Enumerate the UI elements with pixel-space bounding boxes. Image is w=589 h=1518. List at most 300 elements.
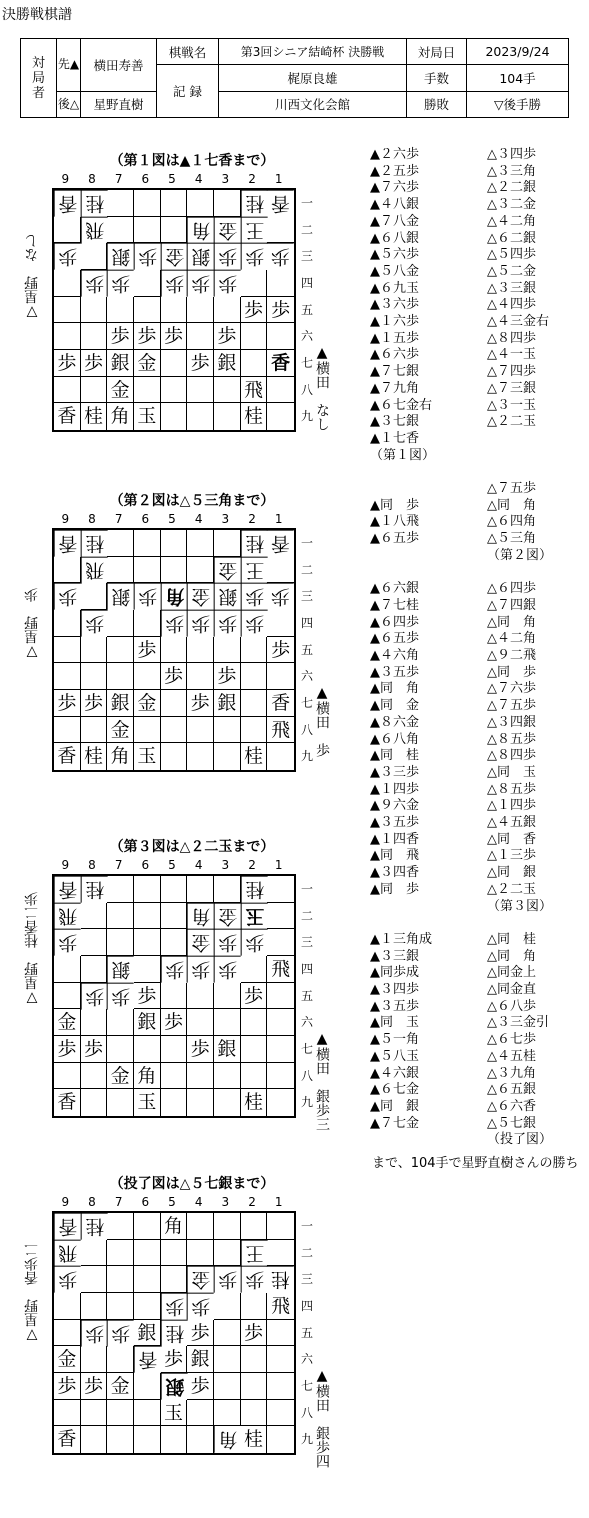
board-square [161, 876, 188, 903]
gote-move: △６二銀 [487, 230, 536, 246]
row-label: 七 [300, 696, 313, 711]
board-square [134, 1213, 161, 1240]
board-square [214, 1346, 241, 1373]
sente-move: ▲７七銀 [370, 364, 419, 380]
column-label: 7 [114, 512, 123, 526]
gote-piece: 桂 [161, 1320, 188, 1347]
sente-move: ▲４六角 [370, 648, 419, 663]
sente-piece: 香 [267, 350, 294, 377]
sente-piece: 銀 [214, 690, 241, 717]
sente-move: ▲６七金 [370, 1082, 419, 1098]
gote-piece: 歩 [214, 1266, 241, 1293]
gote-piece: 香 [54, 876, 81, 903]
board-square [107, 610, 134, 637]
row-label: 三 [300, 249, 313, 264]
sente-piece: 飛 [267, 956, 294, 983]
board-square [107, 1266, 134, 1293]
row-labels [299, 188, 315, 432]
row-label: 三 [300, 1272, 313, 1287]
gote-piece: 歩 [54, 929, 81, 956]
board-square [134, 663, 161, 690]
gote-piece: 歩 [241, 610, 268, 637]
kisen: 第3回シニア結崎杯 決勝戦 [219, 39, 407, 65]
gote-move: △４二角 [487, 213, 536, 229]
sente-piece: 歩 [187, 1373, 214, 1400]
sente-move: ▲同歩成 [370, 965, 419, 981]
board-square [267, 929, 294, 956]
board-square [267, 1346, 294, 1373]
sente-move: ▲６八銀 [370, 230, 419, 246]
gote-move: △同 角 [487, 948, 536, 964]
board-square [161, 637, 188, 664]
gote-piece: 角 [214, 1426, 241, 1453]
gote-piece: 桂 [81, 530, 108, 557]
sente-move: ▲４八銀 [370, 197, 419, 213]
row-label: 五 [300, 642, 313, 657]
board-square [161, 743, 188, 770]
sente-move: ▲１五歩 [370, 330, 419, 346]
board-square [214, 297, 241, 324]
sente-piece: 玉 [134, 1089, 161, 1116]
board-square [267, 1036, 294, 1063]
row-label: 八 [300, 1405, 313, 1420]
board-square [267, 1240, 294, 1267]
board-square [187, 297, 214, 324]
row-label: 八 [300, 722, 313, 737]
board-square [187, 190, 214, 217]
board-square [267, 1089, 294, 1116]
board-square [54, 297, 81, 324]
gote-piece: 歩 [134, 243, 161, 270]
board-square [107, 190, 134, 217]
shogi-board [52, 874, 296, 1118]
column-label: 9 [61, 858, 70, 872]
sente-piece: 角 [161, 1213, 188, 1240]
board-square [134, 1240, 161, 1267]
row-label: 六 [300, 329, 313, 344]
sente-piece: 桂 [81, 743, 108, 770]
gote-move: △４三金右 [487, 314, 549, 329]
board-square [187, 1240, 214, 1267]
board-square [214, 1063, 241, 1090]
gote-piece: 銀 [187, 243, 214, 270]
row-label: 九 [300, 749, 313, 764]
gote-piece: 歩 [187, 270, 214, 297]
gote-piece: 香 [54, 530, 81, 557]
board-square [134, 610, 161, 637]
sente-piece: 桂 [241, 1426, 268, 1453]
sente-move: ▲７六歩 [370, 180, 419, 196]
row-label: 二 [300, 562, 313, 577]
board-square [54, 983, 81, 1010]
sente-move: ▲同 歩 [370, 881, 419, 897]
column-label: 7 [114, 858, 123, 872]
board-square [187, 1426, 214, 1453]
board-square [81, 956, 108, 983]
board-square [134, 530, 161, 557]
board-square [241, 1346, 268, 1373]
tesu: 104手 [467, 65, 569, 91]
board-square [107, 1240, 134, 1267]
column-label: 3 [221, 1195, 230, 1209]
gote-move: △５七銀 [487, 1115, 536, 1131]
board-square [134, 903, 161, 930]
board-square [214, 403, 241, 430]
board-square [54, 270, 81, 297]
gote-hand: ▽星野 香歩二 [24, 1243, 40, 1343]
sente-piece: 銀 [214, 1036, 241, 1063]
sente-move: ▲３六歩 [370, 297, 419, 313]
board-square [134, 1400, 161, 1427]
gote-player: 星野直樹 [81, 91, 157, 117]
sente-move: ▲同 飛 [370, 848, 419, 864]
board-square [214, 190, 241, 217]
gote-piece: 香 [267, 530, 294, 557]
column-label: 3 [221, 512, 230, 526]
sente-piece: 歩 [134, 983, 161, 1010]
board-square [267, 663, 294, 690]
gote-piece: 歩 [107, 983, 134, 1010]
board-square [267, 1426, 294, 1453]
sente-piece: 金 [134, 690, 161, 717]
board-square [107, 1089, 134, 1116]
column-label: 4 [194, 858, 203, 872]
board-square [134, 956, 161, 983]
gote-piece: 歩 [214, 270, 241, 297]
board-square [54, 1400, 81, 1427]
board-square [161, 190, 188, 217]
board-square [161, 983, 188, 1010]
sente-move: ▲同 金 [370, 698, 419, 714]
sente-move: ▲６四歩 [370, 614, 419, 630]
gote-piece: 歩 [241, 583, 268, 610]
column-label: 1 [274, 172, 283, 186]
board-square [161, 1036, 188, 1063]
gote-piece: 金 [214, 217, 241, 244]
board-square [267, 377, 294, 404]
board-square [214, 1213, 241, 1240]
gote-move: △４二角 [487, 631, 536, 647]
sente-move: ▲５八金 [370, 263, 419, 279]
board-square [161, 1266, 188, 1293]
board-square [214, 717, 241, 744]
diagram-caption: （第１図は▲１七香まで） [109, 153, 275, 169]
gote-piece: 飛 [81, 217, 108, 244]
sente-move: ▲３五歩 [370, 815, 419, 830]
board-square [54, 323, 81, 350]
sente-piece: 歩 [267, 637, 294, 664]
board-square [134, 297, 161, 324]
sente-move: ▲同 角 [370, 681, 419, 697]
sente-piece: 歩 [161, 663, 188, 690]
row-label: 二 [300, 1245, 313, 1260]
gote-move: △３三角 [487, 163, 536, 179]
sente-piece: 銀 [107, 350, 134, 377]
gote-piece: 金 [187, 929, 214, 956]
gote-piece: 金 [187, 583, 214, 610]
gote-piece: 金 [214, 903, 241, 930]
board-square [107, 297, 134, 324]
sente-piece: 歩 [187, 690, 214, 717]
sente-move: ▲６八角 [370, 731, 419, 747]
board-square [54, 1320, 81, 1347]
board-square [161, 929, 188, 956]
gote-piece: 角 [161, 583, 188, 610]
sente-move: ▲６五歩 [370, 631, 419, 647]
sente-move: ▲９六金 [370, 798, 419, 814]
gote-piece: 歩 [214, 610, 241, 637]
board-square [241, 1293, 268, 1320]
row-label: 五 [300, 988, 313, 1003]
sente-piece: 桂 [241, 743, 268, 770]
row-label: 四 [300, 1299, 313, 1313]
board-square [214, 530, 241, 557]
sente-hand: ▲横田 銀歩四 [314, 1368, 330, 1468]
sente-move: ▲同 歩 [370, 497, 419, 513]
board-diagram-4 [22, 1173, 330, 1473]
sente-move: ▲３五歩 [370, 998, 419, 1014]
date-label: 対局日 [407, 39, 467, 65]
row-label: 九 [300, 1095, 313, 1110]
gote-piece: 歩 [54, 1266, 81, 1293]
board-square [241, 1009, 268, 1036]
board-square [214, 1293, 241, 1320]
sente-move: ▲８六金 [370, 714, 419, 730]
board-square [81, 637, 108, 664]
gote-piece: 歩 [161, 270, 188, 297]
gote-piece: 金 [214, 557, 241, 584]
gote-move: △２二銀 [487, 180, 536, 196]
gote-piece: 歩 [214, 243, 241, 270]
gote-piece: 歩 [267, 583, 294, 610]
gote-move: （第２図） [487, 547, 553, 563]
sente-piece: 歩 [81, 690, 108, 717]
sente-piece: 香 [54, 1089, 81, 1116]
row-label: 四 [300, 616, 313, 630]
sente-hand: ▲横田 なし [314, 345, 330, 431]
diagram-caption: （第３図は△２二玉まで） [109, 839, 275, 855]
sente-piece: 飛 [241, 377, 268, 404]
board-square [134, 876, 161, 903]
column-label: 2 [248, 512, 256, 526]
sente-move: ▲３五歩 [370, 664, 419, 680]
board-square [267, 557, 294, 584]
date: 2023/9/24 [467, 39, 569, 65]
board-square [54, 637, 81, 664]
sente-piece: 歩 [214, 663, 241, 690]
board-square [187, 1063, 214, 1090]
board-square [267, 323, 294, 350]
gote-move: △８四歩 [487, 748, 536, 764]
row-label: 九 [300, 409, 313, 424]
gote-piece: 歩 [54, 243, 81, 270]
board-square [241, 717, 268, 744]
board-diagram-3 [22, 836, 330, 1136]
board-square [81, 297, 108, 324]
sente-piece: 銀 [107, 690, 134, 717]
sente-piece: 金 [134, 350, 161, 377]
sente-piece: 歩 [81, 350, 108, 377]
sente-move: ▲同 桂 [370, 748, 419, 764]
sente-piece: 角 [134, 1063, 161, 1090]
board-square [187, 983, 214, 1010]
board-square [54, 956, 81, 983]
column-label: 3 [221, 172, 230, 186]
sente-piece: 金 [107, 717, 134, 744]
gote-hand: ▽星野 歩 [24, 588, 40, 660]
gote-piece: 桂 [241, 876, 268, 903]
sente-piece: 玉 [134, 743, 161, 770]
gote-move: △２二玉 [487, 414, 536, 430]
board-square [267, 876, 294, 903]
board-square [134, 1293, 161, 1320]
gote-move: △４四歩 [487, 297, 536, 313]
sente-piece: 銀 [187, 1346, 214, 1373]
board-square [54, 217, 81, 244]
gote-move: △３三金引 [487, 1015, 549, 1031]
board-square [267, 217, 294, 244]
sente-move: ▲７七桂 [370, 597, 419, 613]
column-label: 6 [141, 512, 150, 526]
gote-move: （投了図） [487, 1132, 553, 1148]
gote-piece: 香 [267, 190, 294, 217]
result-label: 勝敗 [407, 91, 467, 117]
board-square [54, 557, 81, 584]
sente-move: ▲３三歩 [370, 764, 419, 780]
sente-piece: 銀 [214, 350, 241, 377]
board-square [241, 270, 268, 297]
board-square [107, 557, 134, 584]
column-labels [52, 512, 292, 526]
board-square [161, 903, 188, 930]
board-square [241, 1063, 268, 1090]
row-label: 七 [300, 1379, 313, 1394]
board-square [161, 690, 188, 717]
board-square [241, 323, 268, 350]
gote-move: △４五桂 [487, 1048, 536, 1064]
board-square [134, 217, 161, 244]
gote-move: △３二金 [487, 197, 536, 213]
gote-piece: 桂 [267, 1266, 294, 1293]
column-label: 2 [248, 858, 256, 872]
gote-piece: 香 [134, 1346, 161, 1373]
board-square [107, 1400, 134, 1427]
sente-piece: 金 [107, 1063, 134, 1090]
gote-move: △８四歩 [487, 330, 536, 346]
shogi-board [52, 188, 296, 432]
gote-move: △６七歩 [487, 1032, 536, 1048]
sente-player: 横田寿善 [81, 39, 157, 92]
gote-move: △２二玉 [487, 881, 536, 897]
shogi-board [52, 528, 296, 772]
taikyokusha-label: 対局者 [21, 39, 57, 118]
board-square [187, 1213, 214, 1240]
board-square [81, 377, 108, 404]
board-square [241, 956, 268, 983]
board-square [54, 1293, 81, 1320]
column-label: 6 [141, 1195, 150, 1209]
board-square [134, 1266, 161, 1293]
board-square [81, 1009, 108, 1036]
row-label: 四 [300, 276, 313, 290]
sente-move: ▲３七銀 [370, 414, 419, 430]
board-square [134, 929, 161, 956]
sente-piece: 香 [54, 743, 81, 770]
row-label: 九 [300, 1432, 313, 1447]
column-label: 1 [274, 1195, 283, 1209]
row-label: 五 [300, 1325, 313, 1340]
gote-piece: 王 [241, 1240, 268, 1267]
gote-move: △３九角 [487, 1065, 536, 1081]
gote-move: △６六香 [487, 1098, 536, 1114]
sente-piece: 桂 [241, 1089, 268, 1116]
board-square [81, 1426, 108, 1453]
sente-move: ▲６六銀 [370, 581, 419, 597]
sente-move: ▲６九玉 [370, 280, 419, 296]
board-square [267, 270, 294, 297]
board-square [267, 1213, 294, 1240]
board-square [241, 1213, 268, 1240]
gote-piece: 玉 [241, 903, 268, 930]
gote-piece: 歩 [187, 1293, 214, 1320]
board-square [54, 377, 81, 404]
gote-piece: 歩 [81, 270, 108, 297]
sente-move: ▲６七金右 [370, 397, 432, 413]
sente-piece: 飛 [267, 1293, 294, 1320]
board-square [267, 610, 294, 637]
sente-piece: 銀 [134, 1320, 161, 1347]
sente-piece: 歩 [241, 297, 268, 324]
board-square [161, 557, 188, 584]
sente-move: ▲１八飛 [370, 514, 419, 530]
column-labels [52, 858, 292, 872]
row-label: 八 [300, 1068, 313, 1083]
gote-piece: 歩 [81, 610, 108, 637]
board-square [214, 1400, 241, 1427]
sente-move: ▲４六銀 [370, 1065, 419, 1081]
shogi-board [52, 1211, 296, 1455]
column-label: 5 [168, 512, 176, 526]
gote-move: △４一玉 [487, 347, 536, 363]
column-label: 8 [88, 172, 96, 186]
column-label: 1 [274, 858, 283, 872]
sente-piece: 金 [54, 1346, 81, 1373]
board-square [267, 1373, 294, 1400]
gote-move: △７四銀 [487, 597, 536, 613]
column-label: 4 [194, 512, 203, 526]
board-square [187, 377, 214, 404]
board-square [187, 637, 214, 664]
gote-move: （第３図） [487, 898, 553, 914]
board-square [81, 1240, 108, 1267]
gote-move: △同 角 [487, 614, 536, 630]
gote-move: △８五歩 [487, 731, 536, 747]
gote-move: △７四歩 [487, 364, 536, 380]
gote-move: △３一玉 [487, 397, 536, 413]
gote-piece: 飛 [54, 903, 81, 930]
board-square [107, 876, 134, 903]
sente-move: ▲１四歩 [370, 781, 419, 797]
column-labels [52, 1195, 292, 1209]
gote-piece: 歩 [214, 929, 241, 956]
row-label: 一 [300, 536, 313, 550]
board-square [161, 403, 188, 430]
board-square [81, 663, 108, 690]
column-label: 8 [88, 512, 96, 526]
board-square [134, 557, 161, 584]
column-label: 5 [168, 172, 176, 186]
board-square [134, 1426, 161, 1453]
